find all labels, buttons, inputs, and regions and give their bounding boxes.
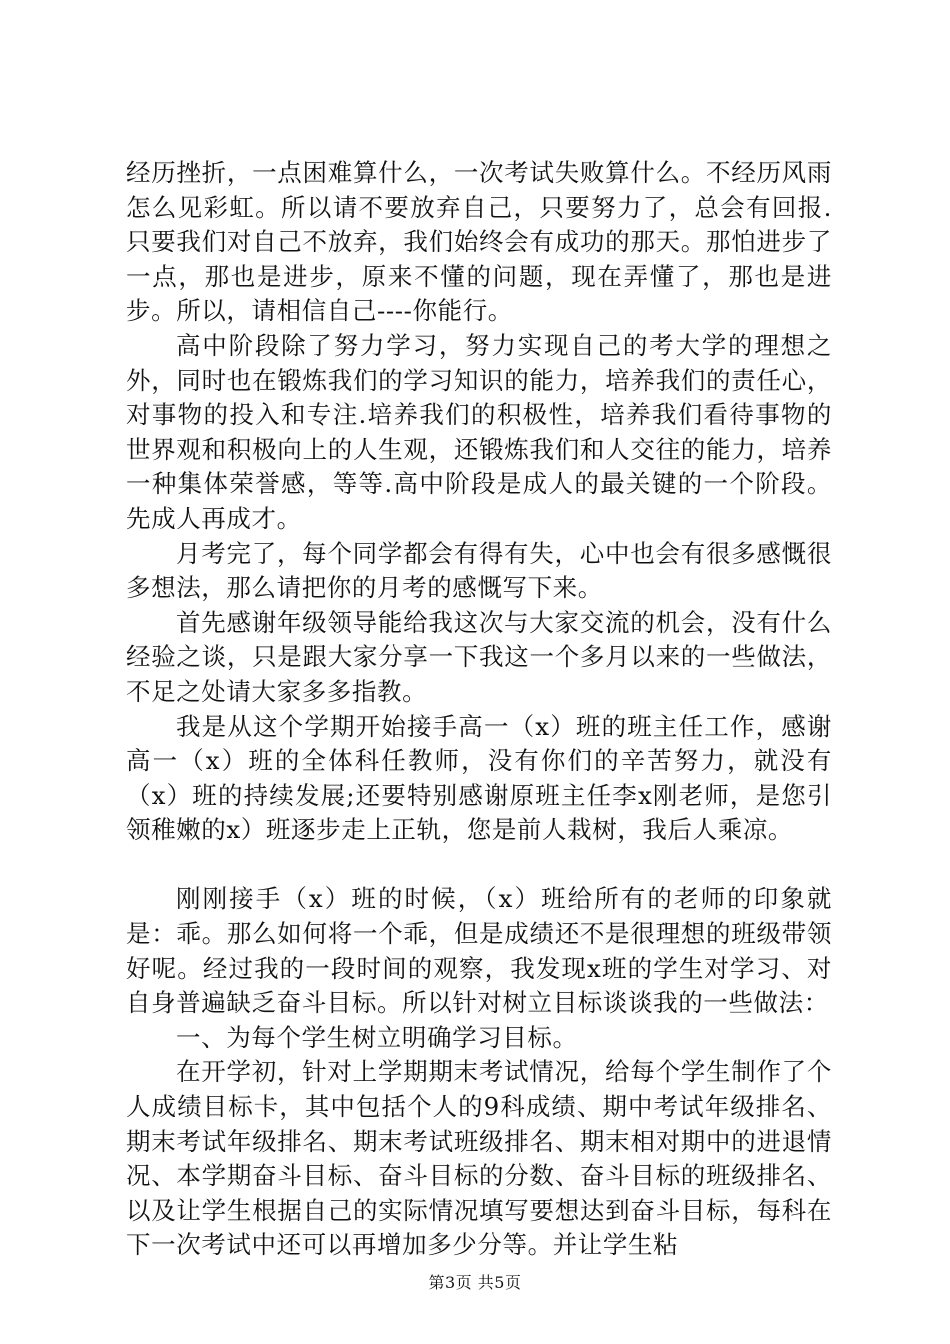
page-number-footer: 第3页 共5页 bbox=[428, 1273, 522, 1292]
paragraph-monthly-exam: 月考完了，每个同学都会有得有失，心中也会有很多感慨很多想法，那么请把你的月考的感慨写下来。 bbox=[126, 538, 832, 603]
paragraph-goal-card: 在开学初，针对上学期期末考试情况，给每个学生制作了个人成绩目标卡，其中包括个人的9科成绩、期中考试年级排名、期末考试年级排名、期末考试班级排名、期末相对期中的进退情况、本学期奋斗目标、奋斗目标的分数、奋斗目标的班级排名、以及让学生根据自己的实际情况填写要想达到奋斗目标，每科在下一次考试中还可以再增加多少分等。并让学生粘 bbox=[126, 1057, 832, 1260]
paragraph-continuation: 经历挫折，一点困难算什么，一次考试失败算什么。不经历风雨怎么见彩虹。所以请不要放弃自己，只要努力了，总会有回报.只要我们对自己不放弃，我们始终会有成功的那天。那怕进步了一点，那也是进步，原来不懂的问题，现在弄懂了，那也是进步。所以，请相信自己----你能行。 bbox=[126, 158, 832, 326]
paragraph-high-school-stage: 高中阶段除了努力学习，努力实现自己的考大学的理想之外，同时也在锻炼我们的学习知识的能力，培养我们的责任心，对事物的投入和专注.培养我们的积极性，培养我们看待事物的世界观和积极向上的人生观，还锻炼我们和人交往的能力，培养一种集体荣誉感，等等.高中阶段是成人的最关键的一个阶段。先成人再成才。 bbox=[126, 330, 832, 533]
paragraph-first-impression: 刚刚接手（x）班的时候，（x）班给所有的老师的印象就是：乖。那么如何将一个乖，但是成绩还不是很理想的班级带领好呢。经过我的一段时间的观察，我发现x班的学生对学习、对自身普遍缺乏奋斗目标。所以针对树立目标谈谈我的一些做法： bbox=[126, 884, 832, 1018]
blank-line bbox=[126, 848, 832, 883]
paragraph-thanks-leaders: 首先感谢年级领导能给我这次与大家交流的机会，没有什么经验之谈，只是跟大家分享一下我这一个多月以来的一些做法，不足之处请大家多多指教。 bbox=[126, 607, 832, 706]
document-body bbox=[126, 156, 832, 1263]
paragraph-take-over-class: 我是从这个学期开始接手高一（x）班的班主任工作，感谢高一（x）班的全体科任教师，没有你们的辛苦努力，就没有（x）班的持续发展;还要特别感谢原班主任李x刚老师，是您引领稚嫩的x）班逐步走上正轨，您是前人栽树，我后人乘凉。 bbox=[126, 711, 832, 845]
section-heading-goals: 一、为每个学生树立明确学习目标。 bbox=[176, 1022, 578, 1052]
